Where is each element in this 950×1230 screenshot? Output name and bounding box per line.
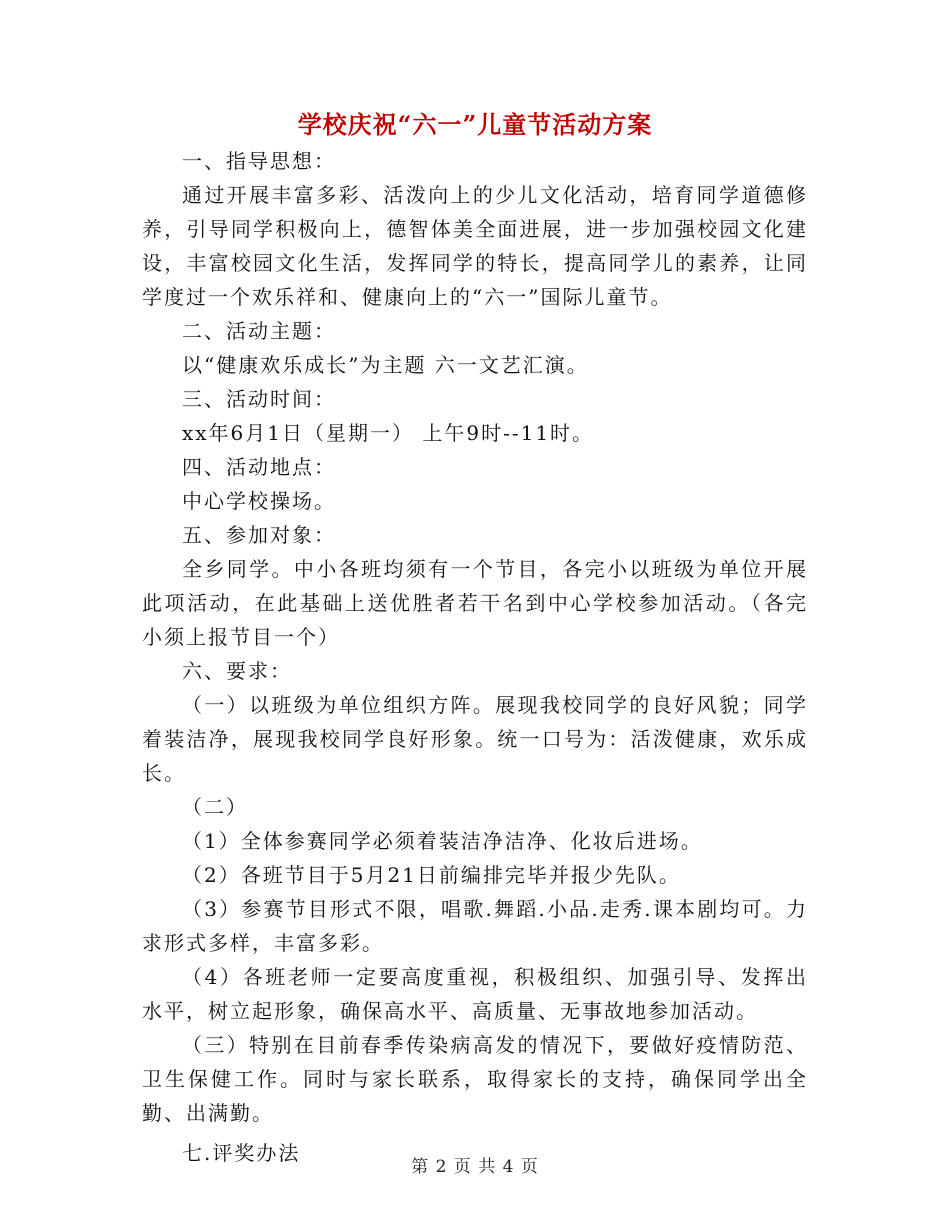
section-heading-participants: 五、参加对象： [182,523,336,547]
paragraph-requirement-2-1: （1）全体参赛同学必须着装洁净洁净、化妆后进场。 [182,829,703,853]
section-heading-time: 三、活动时间： [182,387,336,411]
document-title: 学校庆祝“六一”儿童节活动方案 [297,110,653,139]
paragraph-requirement-2-4: （4）各班老师一定要高度重视，积极组织、加强引导、发挥出水平，树立起形象，确保高水平、高质量、无事故地参加活动。 [142,965,808,1023]
paragraph-location: 中心学校操场。 [182,489,336,513]
paragraph-requirement-2-2: （2）各班节目于5月21日前编排完毕并报少先队。 [182,863,681,887]
document-body [142,144,808,1170]
section-heading-guiding-ideology: 一、指导思想： [182,149,336,173]
section-heading-location: 四、活动地点： [182,455,336,479]
paragraph-theme: 以“健康欢乐成长”为主题 六一文艺汇演。 [182,353,589,377]
paragraph-time: xx年6月1日（星期一） 上午9时--11时。 [182,421,595,445]
paragraph-requirement-3: （三）特别在目前春季传染病高发的情况下，要做好疫情防范、卫生保健工作。同时与家长联系，取得家长的支持，确保同学出全勤、出满勤。 [142,1033,808,1125]
section-heading-theme: 二、活动主题： [182,319,336,343]
paragraph-requirement-1: （一）以班级为单位组织方阵。展现我校同学的良好风貌；同学着装洁净，展现我校同学良好形象。统一口号为：活泼健康，欢乐成长。 [142,693,808,785]
page-number: 第 2 页 共 4 页 [411,1157,539,1177]
paragraph-requirement-2-3: （3）参赛节目形式不限，唱歌.舞蹈.小品.走秀.课本剧均可。力求形式多样，丰富多彩。 [142,897,808,955]
section-heading-awards: 七.评奖办法 [182,1141,301,1165]
paragraph-participants: 全乡同学。中小各班均须有一个节目，各完小以班级为单位开展此项活动，在此基础上送优胜者若干名到中心学校参加活动。（各完小须上报节目一个） [142,557,808,649]
paragraph-requirement-2: （二） [182,795,248,819]
section-heading-requirements: 六、要求： [182,659,292,683]
paragraph-guiding-ideology: 通过开展丰富多彩、活泼向上的少儿文化活动，培育同学道德修养，引导同学积极向上，德智体美全面进展，进一步加强校园文化建设，丰富校园文化生活，发挥同学的特长，提高同学儿的素养，让同学度过一个欢乐祥和、健康向上的“六一”国际儿童节。 [142,183,808,309]
